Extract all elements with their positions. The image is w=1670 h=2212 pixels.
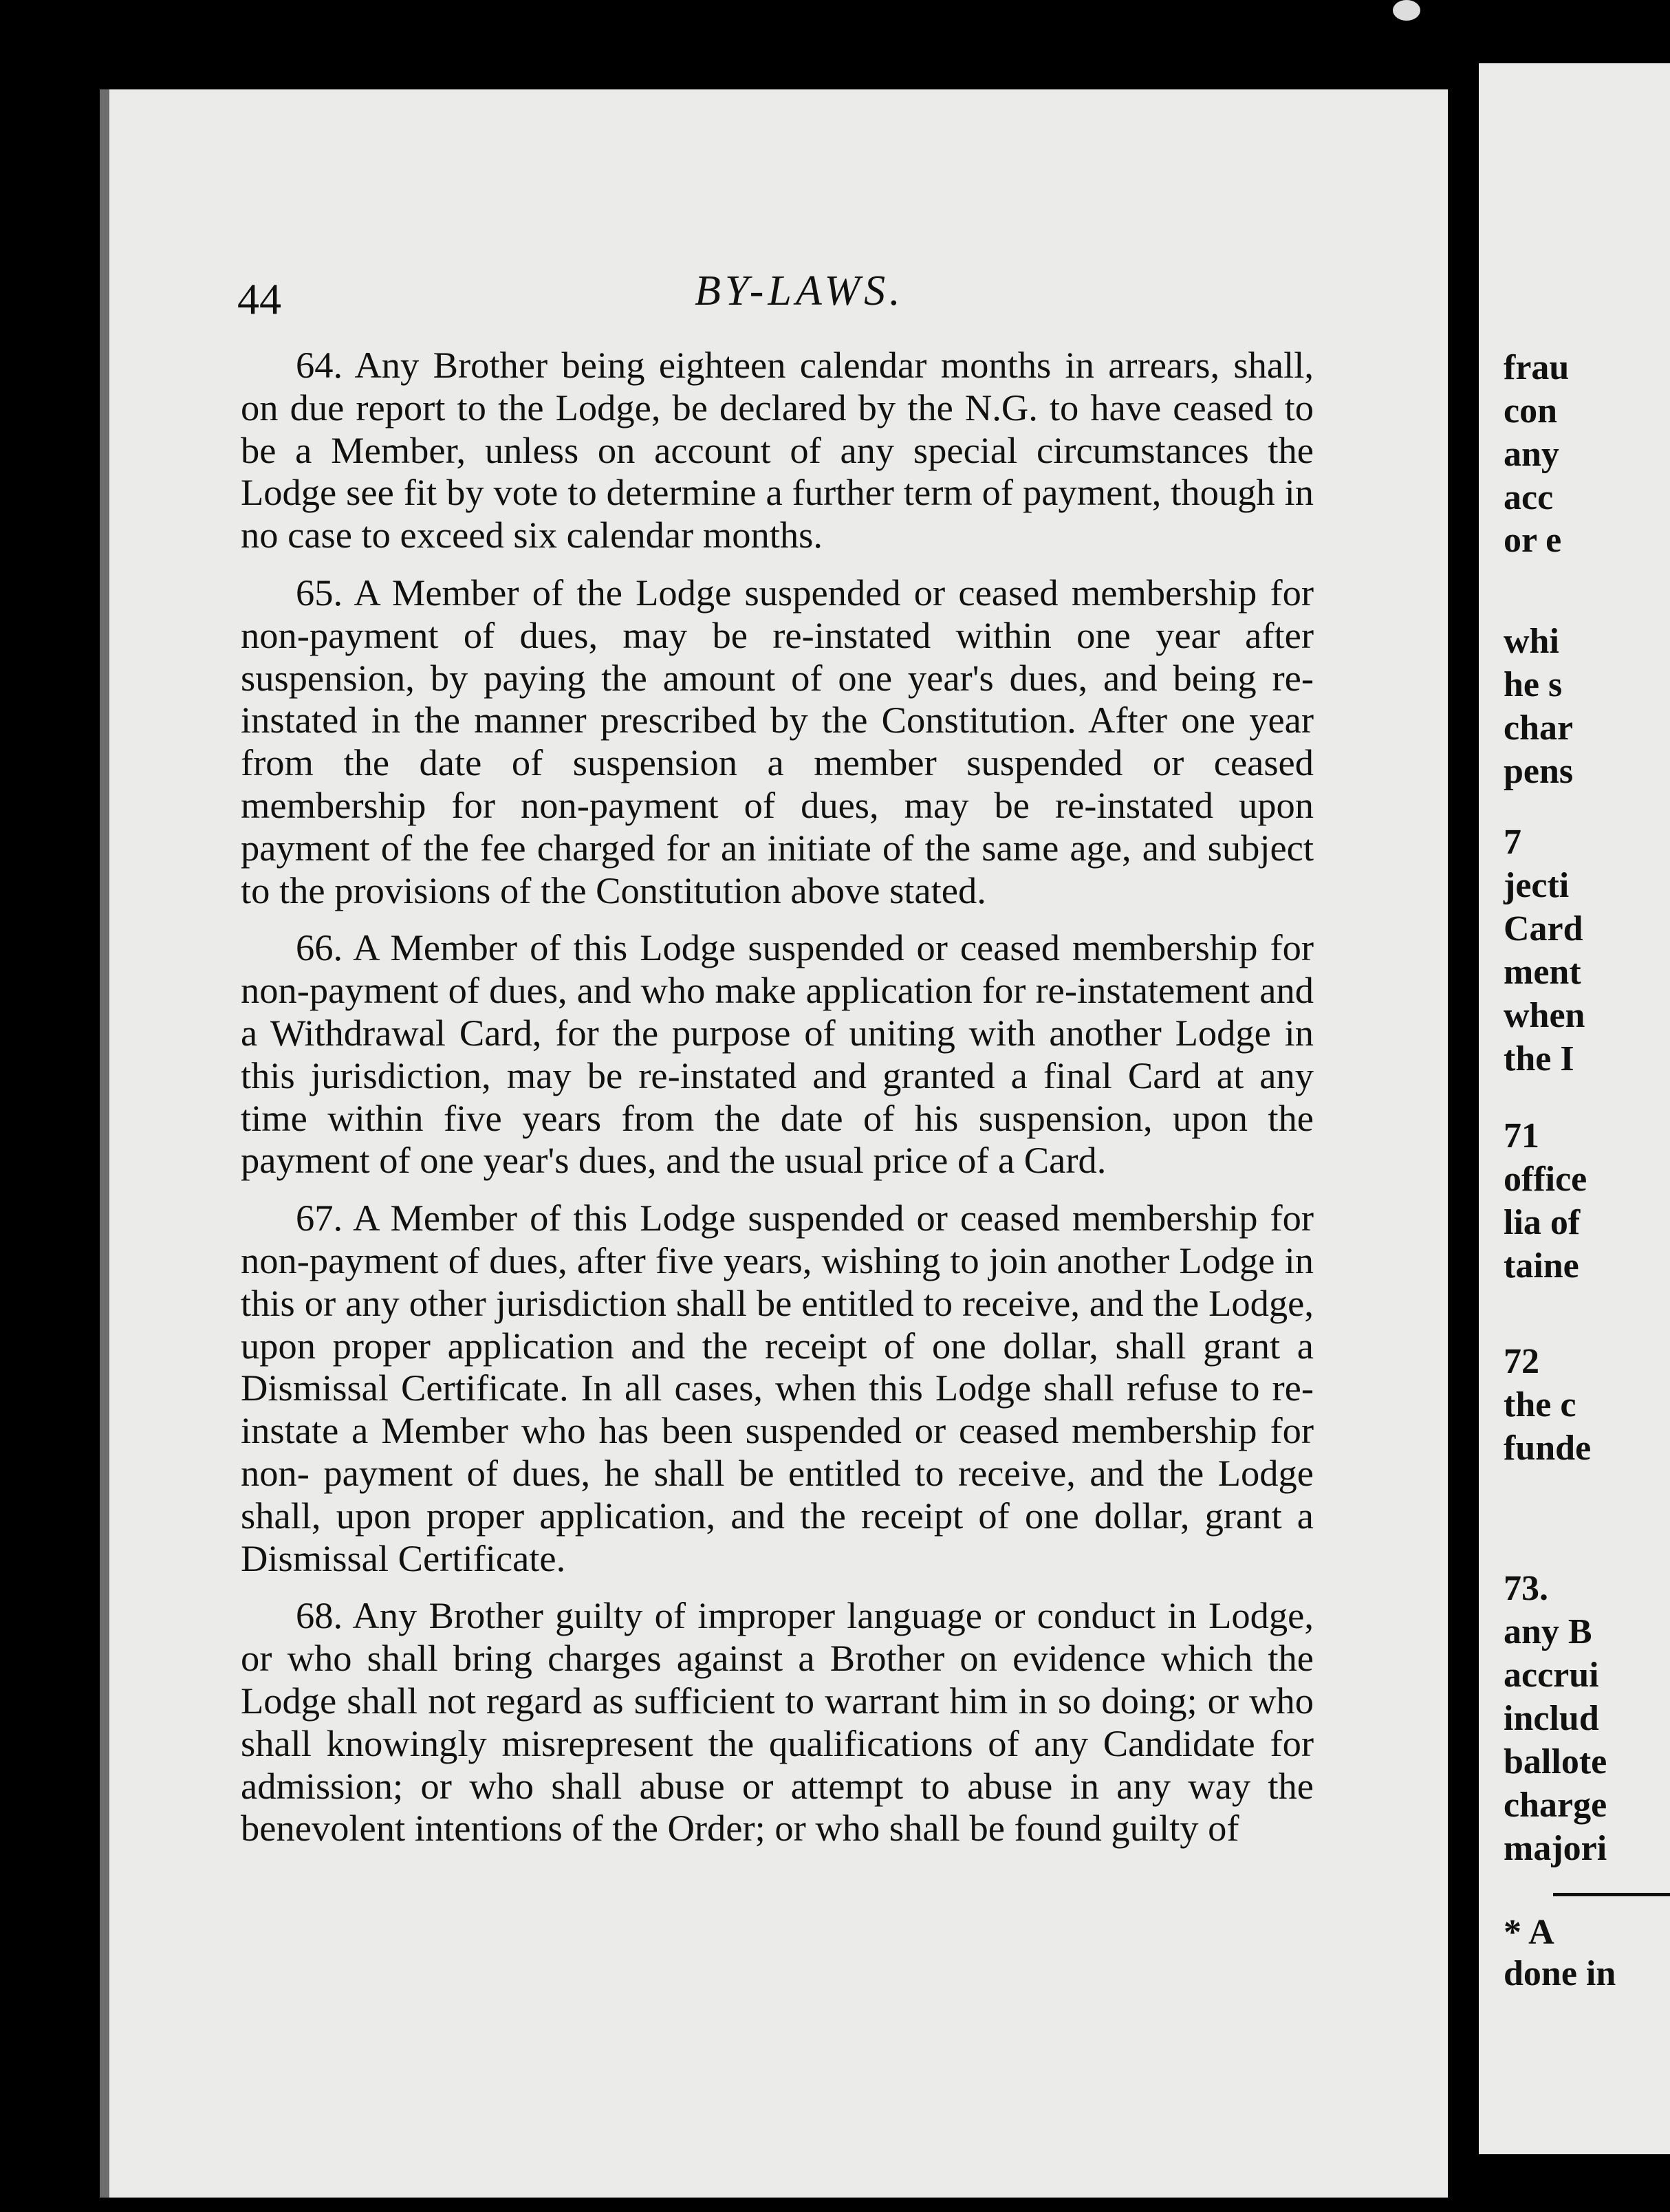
bylaw-paragraph-64 — [241, 344, 1314, 556]
fragment: or e — [1504, 521, 1562, 560]
fragment: majori — [1504, 1829, 1607, 1868]
bylaw-number: 68. — [296, 1594, 343, 1637]
fragment: char — [1504, 708, 1574, 748]
fragment: he s — [1504, 665, 1563, 704]
fragment: 72 — [1504, 1342, 1539, 1381]
bylaws-text — [241, 344, 1314, 1865]
fragment: funde — [1504, 1429, 1592, 1468]
bylaw-text: A Member of this Lodge suspended or ceased membership for non-payment of dues, and who make application for re-instatement and a Withdrawal Card, for the purpose of uniting with another Lodge in this jurisdiction, may be re-instated and granted a final Card at any time within five years from the date of his suspension, upon the payment of one year's dues, and the usual price of a Card. — [241, 926, 1314, 1182]
bylaw-text: Any Brother being eighteen calendar months in arrears, shall, on due report to the Lodge, be declared by the N.G. to have ceased to be a Member, unless on account of any special circumstances the Lodge see fit by vote to determine a further term of payment, though in no case to exceed six calendar months. — [241, 344, 1314, 556]
fragment: accrui — [1504, 1656, 1599, 1695]
running-head: BY-LAWS. — [695, 268, 904, 314]
fragment: * A — [1504, 1913, 1554, 1952]
fragment: frau — [1504, 348, 1570, 387]
bylaw-number: 67. — [296, 1197, 343, 1239]
bylaw-number: 66. — [296, 926, 343, 969]
bylaw-paragraph-68 — [241, 1594, 1314, 1850]
fragment: done in — [1504, 1954, 1616, 1993]
page-header — [138, 186, 1307, 323]
bylaw-paragraph-67 — [241, 1197, 1314, 1579]
bylaw-text: A Member of the Lodge suspended or ceased membership for non-payment of dues, may be re-instated within one year after suspension, by paying the amount of one year's dues, and being re-instated in the manner prescribed by the Constitution. After one year from the date of suspension a member suspended or ceased membership for non-payment of dues, may be re-instated upon payment of the fee charged for an initiate of the same age, and subject to the provisions of the Constitution above stated. — [241, 571, 1314, 911]
fragment: lia of — [1504, 1203, 1581, 1242]
fragment: includ — [1504, 1699, 1599, 1738]
bylaw-number: 65. — [296, 571, 343, 614]
fragment: 73. — [1504, 1569, 1548, 1608]
bylaw-number: 64. — [296, 344, 343, 386]
fragment: whi — [1504, 622, 1559, 661]
footnote-rule — [1553, 1893, 1670, 1896]
page-number: 44 — [237, 274, 281, 323]
fragment: office — [1504, 1160, 1587, 1199]
fragment: when — [1504, 996, 1585, 1035]
fragment: the I — [1504, 1039, 1574, 1078]
bylaw-text: A Member of this Lodge suspended or ceased membership for non-payment of dues, after five years, wishing to join another Lodge in this or any other jurisdiction shall be entitled to receive, and the Lodge, upon proper application and the receipt of one dollar, shall grant a Dismissal Certificate. In all cases, when this Lodge shall refuse to re-instate a Member who has been suspended or ceased membership for non- payment of dues, he shall be entitled to receive, and the Lodge shall, upon proper application, and the receipt of one dollar, grant a Dismissal Certificate. — [241, 1197, 1314, 1579]
fragment: pens — [1504, 752, 1574, 791]
fragment: ballote — [1504, 1742, 1607, 1781]
fragment: ment — [1504, 953, 1581, 992]
fragment: any B — [1504, 1612, 1592, 1651]
fragment: Card — [1504, 909, 1583, 948]
bylaw-paragraph-65 — [241, 572, 1314, 911]
fragment: 71 — [1504, 1116, 1539, 1156]
fragment: jecti — [1504, 866, 1570, 905]
bylaw-paragraph-66 — [241, 926, 1314, 1182]
fragment: acc — [1504, 478, 1554, 517]
scan-speck — [1393, 0, 1420, 21]
fragment: con — [1504, 391, 1557, 431]
fragment: the c — [1504, 1385, 1576, 1424]
fragment: 7 — [1504, 823, 1521, 862]
fragment: any — [1504, 435, 1559, 474]
bylaw-text: Any Brother guilty of improper language or conduct in Lodge, or who shall bring charges against a Brother on evidence which the Lodge shall not regard as sufficient to warrant him in so doing; or who shall knowingly misrepresent the qualifications of any Candidate for admission; or who shall abuse or attempt to abuse in any way the benevolent intentions of the Order; or who shall be found guilty of — [241, 1594, 1314, 1850]
fragment: taine — [1504, 1246, 1579, 1286]
fragment: charge — [1504, 1786, 1607, 1825]
